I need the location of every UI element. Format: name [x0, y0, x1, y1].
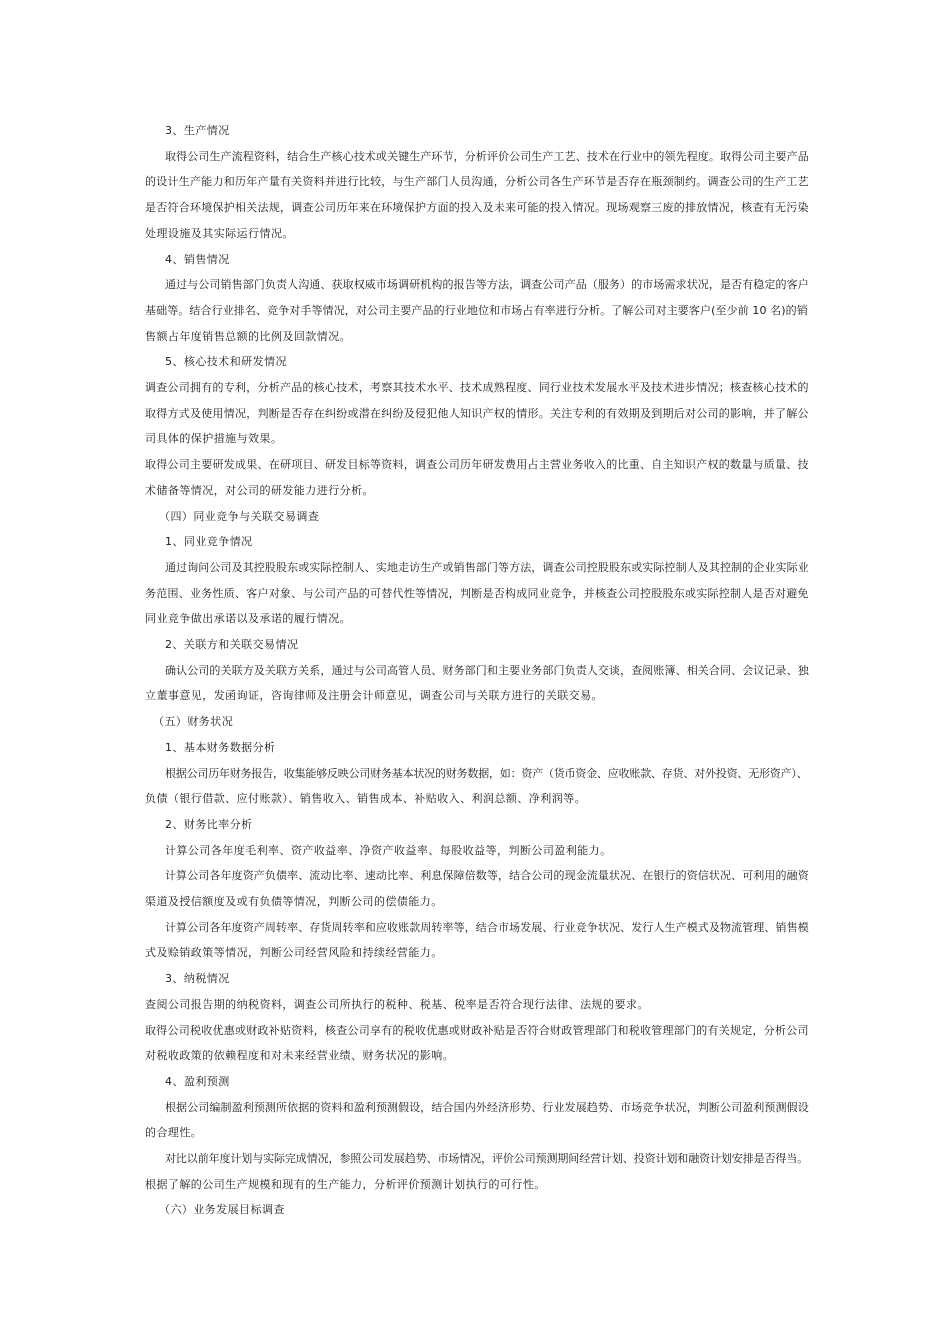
text-line: 负债（银行借款、应付账款）、销售收入、销售成本、补贴收入、利润总额、净利润等。	[145, 792, 587, 806]
text-line: 通过与公司销售部门负责人沟通、获取权威市场调研机构的报告等方法，调查公司产品（服务）的市场需求状况，是否有稳定的客户	[165, 278, 809, 292]
text-line: 立董事意见，发函询证，咨询律师及注册会计师意见，调查公司与关联方进行的关联交易。	[145, 689, 603, 703]
text-line: 查阅公司报告期的纳税资料，调查公司所执行的税种、税基、税率是否符合现行法律、法规的要求。	[145, 997, 649, 1011]
text-line: 1、同业竞争情况	[165, 535, 253, 549]
text-line: 3、纳税情况	[165, 972, 230, 986]
text-line: 根据了解的公司生产规模和现有的生产能力，分析评价预测计划执行的可行性。	[145, 1177, 546, 1191]
text-line: 2、关联方和关联交易情况	[165, 638, 299, 651]
text-line: 取得公司税收优惠或财政补贴资料，核查公司享有的税收优惠或财政补贴是否符合财政管理部门和税收管理部门的有关规定，分析公司	[145, 1023, 809, 1037]
text-line: 2、财务比率分析	[165, 817, 253, 831]
text-line: 根据公司历年财务报告，收集能够反映公司财务基本状况的财务数据，如：资产（货币资金、应收账款、存货、对外投资、无形资产）、	[165, 766, 808, 780]
text-line: 渠道及授信额度及或有负债等情况，判断公司的偿债能力。	[145, 895, 443, 908]
text-line: 取得公司主要研发成果、在研项目、研发目标等资料，调查公司历年研发费用占主营业务收入的比重、自主知识产权的数量与质量、技	[145, 458, 809, 472]
text-line: 3、生产情况	[165, 124, 230, 137]
text-line: 处理设施及其实际运行情况。	[145, 226, 294, 240]
text-line: 计算公司各年度资产负债率、流动比率、速动比率、利息保障倍数等，结合公司的现金流量状况、在银行的资信状况、可利用的融资	[165, 869, 809, 883]
text-line: 务范围、业务性质、客户对象、与公司产品的可替代性等情况，判断是否构成同业竞争，并核查公司控股股东或实际控制人是否对避免	[145, 586, 809, 600]
text-line: 取得方式及使用情况，判断是否存在纠纷或潜在纠纷及侵犯他人知识产权的情形。关注专利的有效期及到期后对公司的影响，并了解公	[145, 406, 809, 420]
text-line: 5、核心技术和研发情况	[165, 355, 287, 369]
text-line: 售额占年度销售总额的比例及回款情况。	[145, 329, 352, 343]
text-line: 1、基本财务数据分析	[165, 740, 276, 754]
text-line: 术储备等情况，对公司的研发能力进行分析。	[145, 483, 374, 497]
text-line: （六）业务发展目标调查	[159, 1203, 285, 1217]
text-line: 司具体的保护措施与效果。	[145, 432, 283, 446]
text-line: 基础等。结合行业排名、竞争对手等情况，对公司主要产品的行业地位和市场占有率进行分析。了解公司对主要客户(至少前 10 名)的销	[145, 303, 808, 317]
text-line: 式及赊销政策等情况，判断公司经营风险和持续经营能力。	[145, 946, 443, 960]
text-line: 4、销售情况	[165, 252, 230, 266]
text-line: 的设计生产能力和历年产量有关资料并进行比较，与生产部门人员沟通，分析公司各生产环节是否存在瓶颈制约。调查公司的生产工艺	[145, 175, 809, 189]
text-line: 的合理性。	[145, 1126, 203, 1140]
text-line: 根据公司编制盈利预测所依据的资料和盈利预测假设，结合国内外经济形势、行业发展趋势、市场竞争状况，判断公司盈利预测假设	[165, 1100, 809, 1114]
text-line: 通过询问公司及其控股股东或实际控制人、实地走访生产或销售部门等方法，调查公司控股股东或实际控制人及其控制的企业实际业	[165, 560, 809, 574]
text-line: 4、盈利预测	[165, 1074, 230, 1088]
text-line: 确认公司的关联方及关联方关系，通过与公司高管人员、财务部门和主要业务部门负责人交谈，查阅账簿、相关合同、会议记录、独	[165, 663, 809, 677]
text-line: 调查公司拥有的专利，分析产品的核心技术，考察其技术水平、技术成熟程度、同行业技术发展水平及技术进步情况；核查核心技术的	[145, 381, 809, 394]
text-line: 对税收政策的依赖程度和对未来经营业绩、财务状况的影响。	[145, 1049, 455, 1063]
text-line: 取得公司生产流程资料，结合生产核心技术或关键生产环节，分析评价公司生产工艺、技术在行业中的领先程度。取得公司主要产品	[165, 149, 809, 163]
text-line: 是否符合环境保护相关法规，调查公司历年来在环境保护方面的投入及未来可能的投入情况。现场观察三废的排放情况，核查有无污染	[145, 201, 809, 215]
text-line: 计算公司各年度资产周转率、存货周转率和应收账款周转率等，结合市场发展、行业竞争状况、发行人生产模式及物流管理、销售模	[165, 920, 809, 934]
text-line: （四）同业竞争与关联交易调查	[159, 509, 320, 523]
text-line: 同业竞争做出承诺以及承诺的履行情况。	[145, 612, 352, 626]
text-line: （五）财务状况	[153, 715, 234, 729]
text-line: 对比以前年度计划与实际完成情况，参照公司发展趋势、市场情况，评价公司预测期间经营计划、投资计划和融资计划安排是否得当。	[165, 1152, 809, 1165]
text-line: 计算公司各年度毛利率、资产收益率、净资产收益率、每股收益等，判断公司盈利能力。	[165, 843, 612, 857]
